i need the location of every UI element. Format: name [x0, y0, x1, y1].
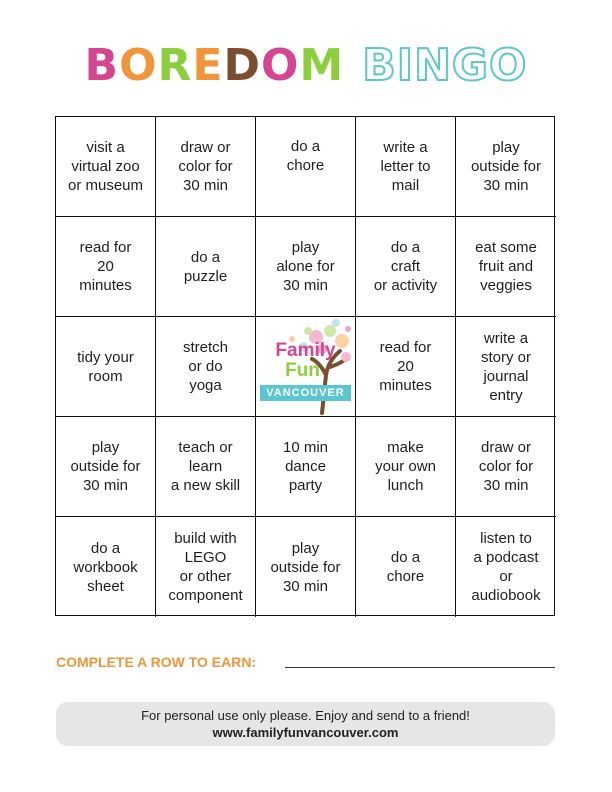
title-word-bingo: BINGO	[362, 40, 528, 91]
footer-url[interactable]: www.familyfunvancouver.com	[212, 725, 399, 740]
bingo-cell: draw or color for 30 min	[456, 417, 556, 517]
bingo-cell-logo	[256, 317, 356, 417]
logo-family: Family	[275, 339, 336, 361]
title-word-boredom	[85, 40, 345, 91]
bingo-cell: play outside for 30 min	[256, 517, 356, 617]
title-letter: R	[157, 40, 193, 91]
bingo-cell: visit a virtual zoo or museum	[56, 117, 156, 217]
bingo-cell: play outside for 30 min	[456, 117, 556, 217]
bingo-cell: read for 20 minutes	[356, 317, 456, 417]
bingo-cell: write a story or journal entry	[456, 317, 556, 417]
title-letter: B	[84, 40, 120, 91]
bingo-cell: tidy your room	[56, 317, 156, 417]
bingo-grid	[55, 116, 555, 616]
bingo-cell: do a chore	[256, 117, 356, 217]
bingo-cell: teach or learn a new skill	[156, 417, 256, 517]
logo-wordmark	[260, 341, 350, 401]
bingo-cell: eat some fruit and veggies	[456, 217, 556, 317]
bingo-cell: do a craft or activity	[356, 217, 456, 317]
footer-note: For personal use only please. Enjoy and send to a friend!	[141, 708, 470, 723]
bingo-cell: listen to a podcast or audiobook	[471, 530, 541, 604]
earn-label: COMPLETE A ROW TO EARN:	[56, 654, 257, 670]
bingo-cell: stretch or do yoga	[156, 317, 256, 417]
logo-fun: Fun	[285, 359, 320, 381]
logo-vancouver: VANCOUVER	[260, 385, 350, 401]
bingo-cell: make your own lunch	[356, 417, 456, 517]
title-letter: D	[223, 40, 261, 91]
title-letter: O	[119, 40, 158, 91]
bingo-cell: draw or color for 30 min	[156, 117, 256, 217]
title-letter: O	[260, 40, 300, 91]
bingo-cell: do a puzzle	[156, 217, 256, 317]
title-letter: E	[192, 40, 224, 91]
bingo-cell: do a workbook sheet	[56, 517, 156, 617]
bingo-cell: write a letter to mail	[356, 117, 456, 217]
bingo-cell: play outside for 30 min	[56, 417, 156, 517]
bingo-cell: read for 20 minutes	[56, 217, 156, 317]
earn-write-line	[285, 667, 555, 668]
bingo-cell: play alone for 30 min	[256, 217, 356, 317]
bingo-cell: build with LEGO or other component	[156, 517, 256, 617]
bingo-cell: do a chore	[356, 517, 456, 617]
page-title	[0, 40, 612, 92]
title-letter: M	[299, 40, 345, 91]
footer-notice	[56, 702, 555, 746]
bingo-cell: 10 min dance party	[256, 417, 356, 517]
